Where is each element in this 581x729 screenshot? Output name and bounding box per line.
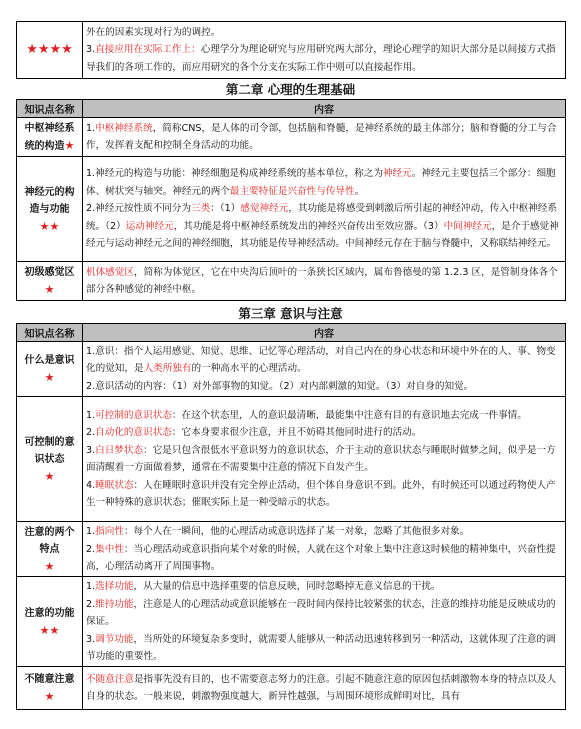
chapter2-table xyxy=(16,99,566,301)
content-paragraph: 2.自动化的意识状态：它本身要求很少注意，并且不妨碍其他同时进行的活动。 xyxy=(86,427,422,439)
table-row xyxy=(17,342,566,397)
label-cell: 中枢神经系统的构造★ xyxy=(17,118,83,157)
content-paragraph: 1.指向性：每个人在一瞬间，他的心理活动或意识选择了某一对象，忽略了其他很多对象。 xyxy=(86,526,470,538)
highlight-term: 机体感觉区 xyxy=(86,266,134,278)
star-rating: ★★ xyxy=(39,623,60,637)
star-rating: ★ xyxy=(44,371,55,385)
content-paragraph: 1.神经元的构造与功能：神经细胞是构成神经系统的基本单位，称之为神经元。神经元主要包括三个部分：细胞体、树状突与轴突。神经元的两个最主要特征是兴奋性与传导性。 xyxy=(86,168,556,197)
content-paragraph: 2.维持功能，注意是人的心理活动或意识能够在一段时间内保持比较紧张的状态，注意的维持功能是反映成功的保证。 xyxy=(86,598,556,628)
table-row xyxy=(17,118,566,157)
label-cell: 初级感觉区★ xyxy=(17,262,83,301)
column-header-name: 知识点名称 xyxy=(17,324,83,342)
content-cell xyxy=(83,522,566,577)
highlight-term: 不随意注意 xyxy=(86,674,134,686)
table-row xyxy=(17,262,566,301)
content-cell: 1.中枢神经系统，简称CNS，是人体的司令部，包括脑和脊髓，是神经系统的最主体部分；脑和脊髓的分工与合作，发挥着支配和控制全身活动的功能。 xyxy=(83,118,566,157)
column-header-content: 内容 xyxy=(83,100,566,118)
table-row xyxy=(17,522,566,577)
table-row xyxy=(17,577,566,667)
content-cell xyxy=(83,157,566,262)
star-rating: ★ xyxy=(44,469,55,483)
content-line: 外在的因素实现对行为的调控。 xyxy=(86,26,221,38)
star-rating: ★ xyxy=(44,559,55,573)
content-paragraph: 2.集中性：当心理活动或意识指向某个对象的时候，人就在这个对象上集中注意这时候他的精神集中，兴奋性提高，心理活动离开了周围事物。 xyxy=(86,543,556,573)
star-rating: ★★ xyxy=(39,219,60,233)
label-cell: 神经元的构造与功能 ★★ xyxy=(17,157,83,262)
content-paragraph: 3.白日梦状态：它是只包含很低水平意识努力的意识状态，介于主动的意识状态与睡眠时做梦之间，似乎是一方面清醒着一方面做着梦，通常在不需要集中注意的情况下自发产生。 xyxy=(86,444,556,474)
content-cell xyxy=(83,22,566,79)
content-paragraph: 1.选择功能，从大量的信息中选择重要的信息反映，同时忽略掉无意义信息的干扰。 xyxy=(86,581,441,593)
content-paragraph: 3.调节功能，当所处的环境复杂多变时，就需要人能够从一种活动迅速转移到另一种活动，这就体现了注意的调节功能的重要性。 xyxy=(86,633,556,663)
star-rating: ★ xyxy=(44,282,55,296)
table-header-row xyxy=(17,324,566,342)
content-paragraph: 2.意识活动的内容：（1）对外部事物的知觉。（2）对内部刺激的知觉。（3）对自身的知觉。 xyxy=(86,380,474,392)
content-cell: 机体感觉区，简称为体觉区，它在中央沟后顶叶的一条狭长区域内，属布鲁德曼的第 1.2.3 区，是管制身体各个部分各种感觉的神经中枢。 xyxy=(83,262,566,301)
star-rating: ★ xyxy=(44,690,55,704)
label-cell: 不随意注意 ★ xyxy=(17,667,83,710)
table-header-row xyxy=(17,100,566,118)
content-paragraph: 1.意识：指个人运用感觉、知觉、思维、记忆等心理活动，对自己内在的身心状态和环境中外在的人、事、物变化的觉知，是人类所独有的一种高水平的心理活动。 xyxy=(86,346,556,375)
label-cell: 什么是意识 ★ xyxy=(17,342,83,397)
label-cell xyxy=(17,22,83,79)
table-row xyxy=(17,22,566,79)
chapter3-table xyxy=(16,323,566,710)
content-cell: 不随意注意是指事先没有目的，也不需要意志努力的注意。引起不随意注意的原因包括刺激物本身的特点以及人自身的状态。一般来说，刺激物强度越大，新异性越强，与周围环境形成鲜明对比，具有 xyxy=(83,667,566,710)
table-row xyxy=(17,397,566,522)
label-cell: 注意的功能 ★★ xyxy=(17,577,83,667)
chapter-title: 第三章 意识与注意 xyxy=(238,306,343,321)
highlight-term: 直接应用在实际工作上： xyxy=(95,44,201,56)
content-cell xyxy=(83,397,566,522)
chapter-title: 第二章 心理的生理基础 xyxy=(225,82,356,97)
content-cell xyxy=(83,342,566,397)
label-cell: 可控制的意识状态 ★ xyxy=(17,397,83,522)
star-rating: ★★★★ xyxy=(26,42,73,57)
label-cell: 注意的两个特点 ★ xyxy=(17,522,83,577)
column-header-content: 内容 xyxy=(83,324,566,342)
top-continuation-table xyxy=(16,21,566,79)
column-header-name: 知识点名称 xyxy=(17,100,83,118)
highlight-term: 中枢神经系统 xyxy=(95,122,153,134)
content-paragraph: 2.神经元按性质不同分为三类：（1）感觉神经元，其功能是将感受到刺激后所引起的神经冲动，传入中枢神经系统。（2）运动神经元，其功能是将中枢神经系统发出的神经兴奋传出至效应器。（3）中间神经元，是介于感觉神经元与运动神经元之间的神经细胞，其功能是传导神经活动。中间神经元存在于脑与脊髓中，又称联结神经元。 xyxy=(86,203,559,250)
content-cell xyxy=(83,577,566,667)
star-rating: ★ xyxy=(64,138,75,152)
content-paragraph: 4.睡眠状态：人在睡眠时意识并没有完全停止活动，但个体自身意识不到。此外，有时候还可以通过药物使人产生一种特殊的意识状态；催眠实际上是一种受暗示的状态。 xyxy=(86,479,556,509)
table-row xyxy=(17,157,566,262)
content-paragraph: 1.可控制的意识状态：在这个状态里，人的意识最清晰，最能集中注意有目的有意识地去完成一件事情。 xyxy=(86,410,527,421)
table-row xyxy=(17,667,566,710)
content-paragraph: 3.直接应用在实际工作上：心理学分为理论研究与应用研究两大部分，理论心理学的知识大部分是以间接方式指导我们的各项工作的，而应用研究的各个分支在实际工作中则可以直接起作用。 xyxy=(86,44,556,73)
